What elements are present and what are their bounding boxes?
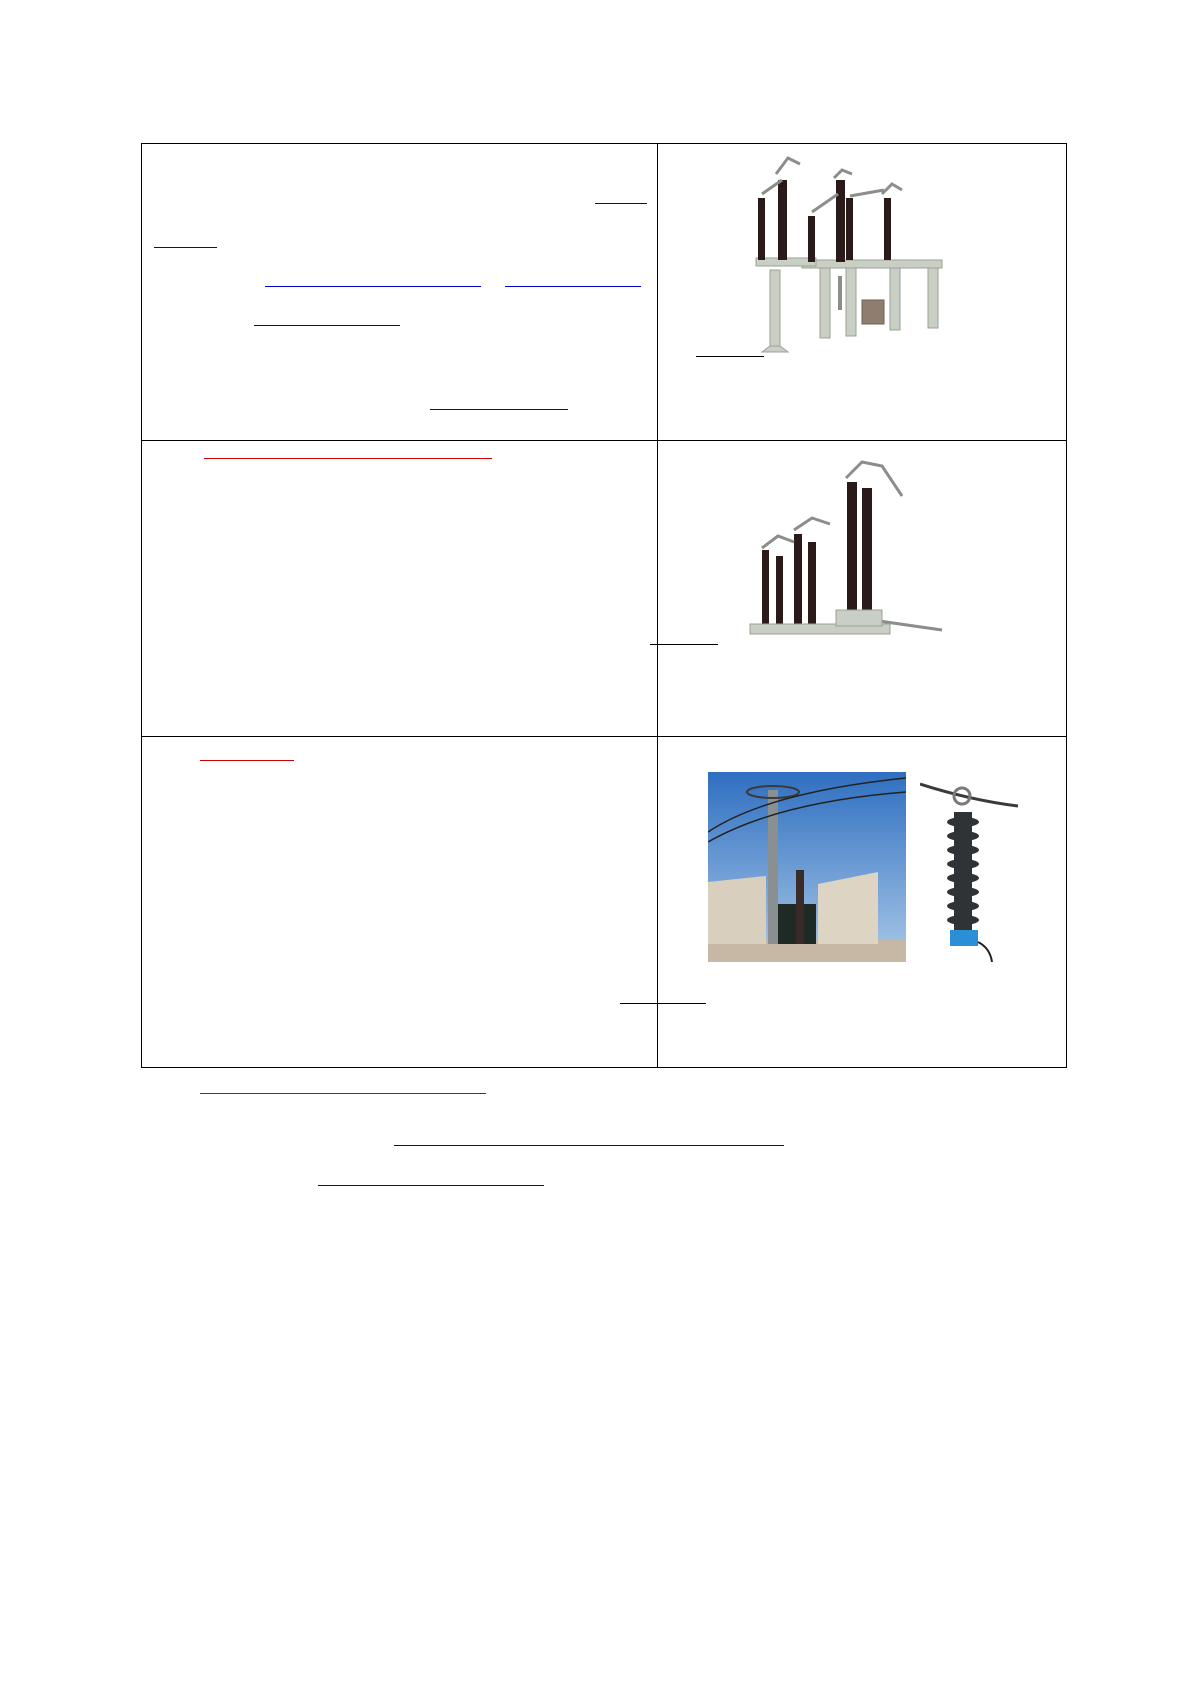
surge-arrester-icon: [920, 772, 1020, 962]
heading-link-underline[interactable]: [200, 1093, 486, 1094]
link-underline[interactable]: [430, 409, 568, 410]
image-caption-underline: [620, 1003, 706, 1004]
link-underline[interactable]: [154, 247, 217, 248]
image-caption-underline: [696, 356, 764, 357]
substation-photo: [708, 772, 906, 962]
column-divider: [657, 144, 658, 1067]
link-underline[interactable]: [505, 286, 641, 287]
link-underline[interactable]: [254, 325, 400, 326]
link-underline[interactable]: [394, 1145, 784, 1146]
link-underline[interactable]: [265, 286, 481, 287]
disconnector-three-phase-icon: [742, 150, 982, 360]
row-divider-1: [142, 440, 1066, 441]
equipment-table: [141, 143, 1067, 1068]
link-underline[interactable]: [318, 1185, 544, 1186]
heading-link-underline[interactable]: [204, 458, 492, 459]
heading-link-underline[interactable]: [200, 760, 294, 761]
link-underline[interactable]: [595, 203, 647, 204]
image-caption-underline: [650, 644, 718, 645]
disconnector-vertical-break-icon: [742, 452, 982, 642]
row-divider-2: [142, 736, 1066, 737]
